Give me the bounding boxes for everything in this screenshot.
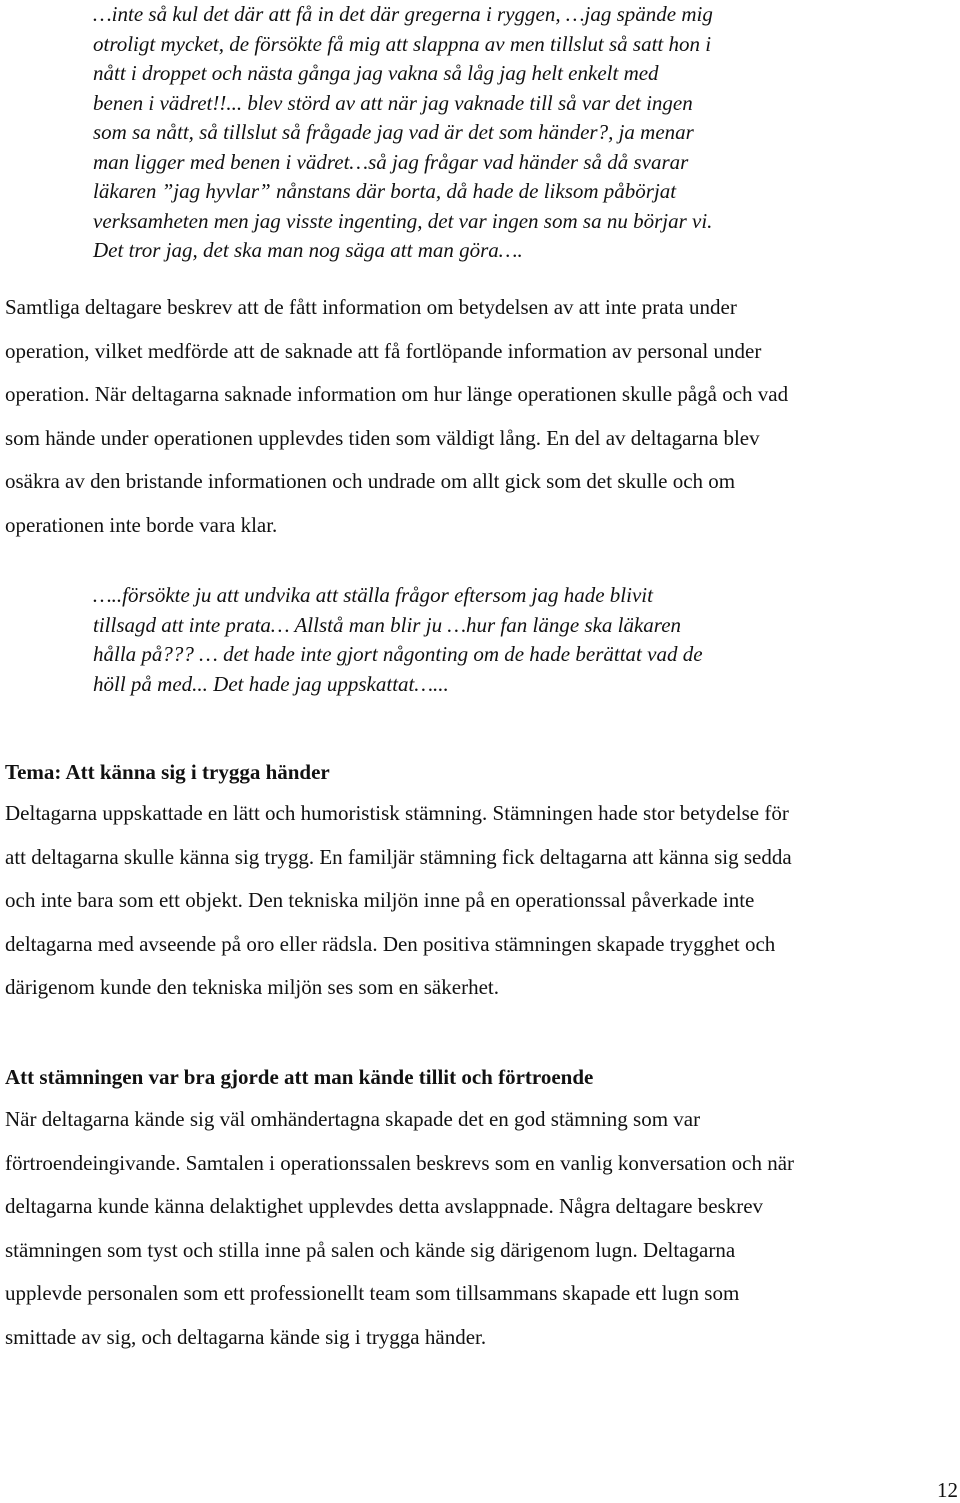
subtheme-heading: Att stämningen var bra gjorde att man kände tillit och förtroende [5, 1065, 594, 1089]
participant-quote-2: …..försökte ju att undvika att ställa frågor eftersom jag hade blivit tillsagd att inte prata… Allstå man blir ju …hur fan länge ska läkaren hålla på??? … det hade inte gjort någonting om de hade berättat vad de höll på med... Det hade jag uppskattat…... [93, 583, 703, 696]
body-paragraph-trust: När deltagarna kände sig väl omhändertagna skapade det en god stämning som var förtroendeingivande. Samtalen i operationssalen beskrevs som en vanlig konversation och när deltagarna kunde känna delaktighet upplevdes detta avslappnade. Några deltagare beskrev stämningen som tyst och stilla inne på salen och kände sig därigenom lugn. Deltagarna upplevde personalen som ett professionellt team som tillsammans skapade ett lugn som smittade av sig, och deltagarna kände sig i trygga händer. [5, 1107, 795, 1349]
theme-heading-text: Tema: Att känna sig i trygga händer [5, 760, 330, 784]
body-paragraph-information: Samtliga deltagare beskrev att de fått information om betydelsen av att inte prata under operation, vilket medförde att de saknade att få fortlöpande information av personal under operation. När deltagarna saknade information om hur länge operationen skulle pågå och vad som hände under operationen upplevdes tiden som väldigt lång. En del av deltagarna blev osäkra av den bristande informationen och undrade om allt gick som det skulle och om operationen inte borde vara klar. [5, 295, 789, 537]
page-number: 12 [937, 1478, 958, 1502]
theme-heading [5, 758, 330, 786]
body-paragraph-atmosphere: Deltagarna uppskattade en lätt och humoristisk stämning. Stämningen hade stor betydelse för att deltagarna skulle känna sig trygg. En familjär stämning fick deltagarna att känna sig sedda och inte bara som ett objekt. Den tekniska miljön inne på en operationssal påverkade inte deltagarna med avseende på oro eller rädsla. Den positiva stämningen skapade trygghet och därigenom kunde den tekniska miljön ses som en säkerhet. [5, 801, 792, 999]
participant-quote-1: …inte så kul det där att få in det där gregerna i ryggen, …jag spände mig otroligt mycket, de försökte få mig att slappna av men tillslut så satt hon i nått i droppet och nästa gånga jag vakna så låg jag helt enkelt med benen i vädret!!... blev störd av att när jag vaknade till så var det ingen som sa nått, så tillslut så frågade jag vad är det som händer?, ja menar man ligger med benen i vädret…så jag frågar vad händer så då svarar läkaren ”jag hyvlar” nånstans där borta, då hade de liksom påbörjat verksamheten men jag visste ingenting, det var ingen som sa nu börjar vi. Det tror jag, det ska man nog säga att man göra…. [93, 2, 713, 262]
